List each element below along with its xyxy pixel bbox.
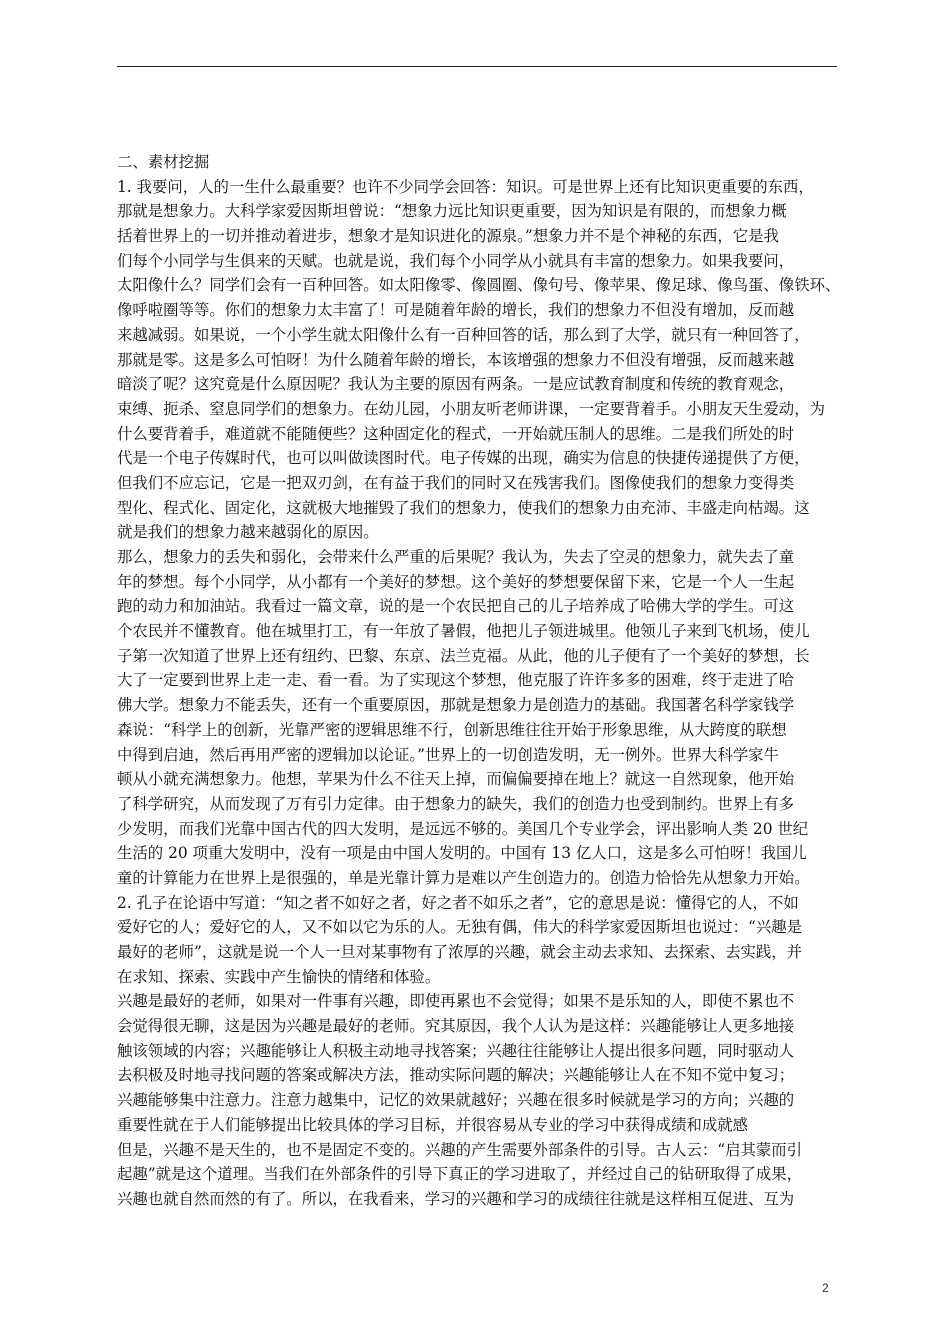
- text-line: 起趣”就是这个道理。当我们在外部条件的引导下真正的学习进取了，并经过自己的钻研取得了成果，: [117, 1165, 803, 1184]
- text-line: 触该领域的内容；兴趣能够让人积极主动地寻找答案；兴趣往往能够让人提出很多问题，同时驱动人: [117, 1041, 795, 1060]
- text-line: 了科学研究，从而发现了万有引力定律。由于想象力的缺失，我们的创造力也受到制约。世界上有多: [117, 794, 795, 813]
- section-heading: 二、素材挖掘: [117, 153, 210, 171]
- text-line: 去积极及时地寻找问题的答案或解决方法，推动实际问题的解决；兴趣能够让人在不知不觉中复习；: [117, 1066, 795, 1085]
- text-line: 就是我们的想象力越来越弱化的原因。: [117, 523, 379, 542]
- text-line: 大了一定要到世界上走一走、看一看。为了实现这个梦想，他克服了许许多多的困难，终于走进了哈: [117, 671, 795, 690]
- text-line: 兴趣也就自然而然的有了。所以，在我看来，学习的兴趣和学习的成绩往往就是这样相互促进、互为: [117, 1189, 795, 1208]
- header-rule: [117, 66, 837, 67]
- document-body: [117, 150, 845, 1212]
- text-line: 少发明，而我们光靠中国古代的四大发明，是远远不够的。美国几个专业学会，评出影响人类 20 世纪: [117, 819, 809, 838]
- text-line: 跑的动力和加油站。我看过一篇文章，说的是一个农民把自己的儿子培养成了哈佛大学的学生。可这: [117, 597, 795, 616]
- text-line: 那就是想象力。大科学家爱因斯坦曾说：“想象力远比知识更重要，因为知识是有限的，而想象力概: [117, 202, 787, 221]
- text-line: 但我们不应忘记，它是一把双刃剑，在有益于我们的同时又在残害我们。图像使我们的想象力变得类: [117, 473, 795, 492]
- text-line: 童的计算能力在世界上是很强的，单是光靠计算力是难以产生创造力的。创造力恰恰先从想象力开始。: [117, 868, 810, 887]
- text-line: 束缚、扼杀、窒息同学们的想象力。在幼儿园，小朋友听老师讲课，一定要背着手。小朋友天生爱动，为: [117, 399, 825, 418]
- text-line: 佛大学。想象力不能丢失，还有一个重要原因，那就是想象力是创造力的基础。我国著名科学家钱学: [117, 696, 795, 715]
- text-line: 顿从小就充满想象力。他想，苹果为什么不往天上掉，而偏偏要掉在地上？就这一自然现象，他开始: [117, 770, 795, 789]
- text-line: 爱好它的人；爱好它的人，又不如以它为乐的人。无独有偶，伟大的科学家爱因斯坦也说过：“兴趣是: [117, 918, 803, 937]
- text-line: 最好的老师”，这就是说一个人一旦对某事物有了浓厚的兴趣，就会主动去求知、去探索、去实践，并: [117, 943, 803, 961]
- text-line: 中得到启迪，然后再用严密的逻辑加以论证。”世界上的一切创造发明，无一例外。世界大科学家牛: [117, 745, 779, 764]
- text-line: 在求知、探索、实践中产生愉快的情绪和体验。: [117, 967, 441, 986]
- text-line: 1. 我要问，人的一生什么最重要？也许不少同学会回答：知识。可是世界上还有比知识更重要的东西，: [117, 177, 814, 196]
- text-line: 来越减弱。如果说，一个小学生就太阳像什么有一百种回答的话，那么到了大学，就只有一种回答了，: [117, 325, 810, 344]
- text-line: 代是一个电子传媒时代，也可以叫做读图时代。电子传媒的出现，确实为信息的快捷传递提供了方便，: [117, 449, 810, 468]
- text-line: 那就是零。这是多么可怕呀！为什么随着年龄的增长，本该增强的想象力不但没有增强，反而越来越: [117, 350, 795, 369]
- text-line: 兴趣能够集中注意力。注意力越集中，记忆的效果就越好；兴趣在很多时候就是学习的方向；兴趣的: [117, 1091, 795, 1110]
- text-line: 暗淡了呢？这究竟是什么原因呢？我认为主要的原因有两条。一是应试教育制度和传统的教育观念，: [117, 375, 795, 394]
- text-line: 森说：“科学上的创新，光靠严密的逻辑思维不行，创新思维往往开始于形象思维，从大跨度的联想: [117, 720, 787, 739]
- text-line: 重要性就在于人们能够提出比较具体的学习目标，并很容易从专业的学习中获得成绩和成就感: [117, 1115, 749, 1134]
- text-line: 什么要背着手，难道就不能随便些？这种固定化的程式，一开始就压制人的思维。二是我们所处的时: [117, 424, 795, 443]
- text-line: 像呼啦圈等等。你们的想象力太丰富了！可是随着年龄的增长，我们的想象力不但没有增加，反而越: [117, 301, 795, 320]
- text-line: 但是，兴趣不是天生的，也不是固定不变的。兴趣的产生需要外部条件的引导。古人云：“启其蒙而引: [117, 1140, 803, 1159]
- text-line: 年的梦想。每个小同学，从小都有一个美好的梦想。这个美好的梦想要保留下来，它是一个人一生起: [117, 572, 795, 591]
- text-line: 会觉得很无聊，这是因为兴趣是最好的老师。究其原因，我个人认为是这样：兴趣能够让人更多地接: [117, 1017, 795, 1036]
- text-line: 生活的 20 项重大发明中，没有一项是由中国人发明的。中国有 13 亿人口，这是多么可怕呀！我国儿: [117, 844, 807, 863]
- text-line: 2. 孔子在论语中写道：“知之者不如好之者，好之者不如乐之者”，它的意思是说：懂得它的人，不如: [117, 893, 799, 912]
- text-line: 个农民并不懂教育。他在城里打工，有一年放了暑假，他把儿子领进城里。他领儿子来到飞机场，使儿: [117, 622, 810, 641]
- text-line: 子第一次知道了世界上还有纽约、巴黎、东京、法兰克福。从此，他的儿子便有了一个美好的梦想，长: [117, 646, 810, 665]
- text-line: 兴趣是最好的老师，如果对一件事有兴趣，即使再累也不会觉得；如果不是乐知的人，即使不累也不: [117, 992, 795, 1011]
- text-line: 括着世界上的一切并推动着进步，想象才是知识进化的源泉。”想象力并不是个神秘的东西，它是我: [117, 227, 779, 246]
- text-line: 型化、程式化、固定化，这就极大地摧毁了我们的想象力，使我们的想象力由充沛、丰盛走向枯竭。这: [117, 498, 810, 517]
- text-line: 太阳像什么？同学们会有一百种回答。如太阳像零、像圆圈、像句号、像苹果、像足球、像鸟蛋、像铁环、: [117, 276, 841, 295]
- text-line: 们每个小同学与生俱来的天赋。也就是说，我们每个小同学从小就具有丰富的想象力。如果我要问，: [117, 251, 795, 270]
- page-number: 2: [822, 1281, 829, 1295]
- text-line: 那么，想象力的丢失和弱化，会带来什么严重的后果呢？我认为，失去了空灵的想象力，就失去了童: [117, 548, 795, 566]
